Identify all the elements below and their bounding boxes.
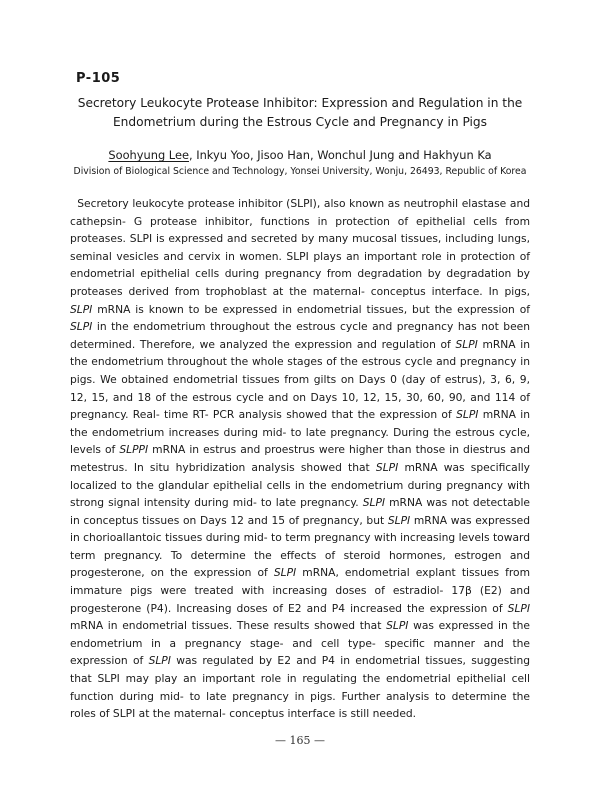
gene-name: SLPI: [148, 654, 171, 668]
gene-name: SLPI: [375, 460, 399, 474]
abstract-id: P-105: [76, 71, 121, 86]
gene-name: SLPI: [507, 601, 530, 615]
abstract-text-segment: mRNA is known to be expressed in endometrial tissues, but the expression of: [92, 302, 530, 316]
abstract-text-segment: mRNA in endometrial tissues. These results showed that: [70, 619, 387, 633]
abstract-text-segment: mRNA in estrus and proestrus were higher than those in diestrus and metestrus. In situ hybridization analysis showed that: [70, 443, 530, 474]
abstract-text-segment: mRNA, endometrial explant tissues from immature pigs were treated with increasing doses of estradiol- 17β (E2) and progesterone (P4). Increasing doses of E2 and P4 increased the expression of: [70, 566, 530, 615]
author-affiliation: Division of Biological Science and Technology, Yonsei University, Wonju, 26493, Republic of Korea: [73, 166, 527, 177]
abstract-body: [70, 195, 530, 723]
presenting-author: Soohyung Lee: [108, 148, 189, 162]
gene-name: SLPI: [70, 320, 93, 334]
abstract-text-segment: mRNA in the endometrium throughout the whole stages of the estrous cycle and pregnancy in pigs. We obtained endometrial tissues from gilts on Days 0 (day of estrus), 3, 6, 9, 12, 15, and 18 of the estrous cycle and on Days 10, 12, 15, 30, 60, 90, and 114 of pregnancy. Real- time RT- PCR analysis showed that the expression of: [70, 337, 530, 422]
gene-name: SLPPI: [119, 443, 149, 457]
co-authors: , Inkyu Yoo, Jisoo Han, Wonchul Jung and Hakhyun Ka: [188, 148, 492, 162]
abstract-text-segment: mRNA in the endometrium increases during mid- to late pregnancy. During the estrous cycle, levels of: [70, 408, 530, 457]
gene-name: SLPI: [455, 337, 478, 351]
abstract-text-segment: was expressed in the endometrium in a pregnancy stage- and cell type- specific manner and the expression of: [70, 619, 530, 668]
abstract-text-segment: mRNA was expressed in chorioallantoic tissues during mid- to term pregnancy with increasing levels toward term pregnancy. To determine the effects of steroid hormones, estrogen and progesterone, on the expression of: [70, 513, 531, 580]
page-number: — 165 —: [275, 734, 325, 747]
abstract-title: Secretory Leukocyte Protease Inhibitor: Expression and Regulation in the Endometrium during the Estrous Cycle and Pregnancy in Pigs: [77, 96, 523, 129]
gene-name: SLPI: [362, 496, 386, 510]
gene-name: SLPI: [70, 302, 93, 316]
abstract-text-segment: was regulated by E2 and P4 in endometrial tissues, suggesting that SLPI may play an important role in regulating the endometrial epithelial cell function during mid- to late pregnancy in pigs. Further analysis to determine the roles of SLPI at the maternal- conceptus interface is still needed.: [70, 654, 531, 721]
abstract-text-segment: in the endometrium throughout the estrous cycle and pregnancy has not been determined. Therefore, we analyzed the expression and regulation of: [70, 320, 530, 351]
gene-name: SLPI: [387, 513, 411, 527]
gene-name: SLPI: [273, 566, 297, 580]
author-list: [40, 147, 560, 163]
gene-name: SLPI: [456, 408, 479, 422]
abstract-text-segment: Secretory leukocyte protease inhibitor (SLPI), also known as neutrophil elastase and cathepsin- G protease inhibitor, functions in protection of epithelial cells from proteases. SLPI is expressed and secreted by many mucosal tissues, including lungs, seminal vesicles and cervix in women. SLPI plays an important role in protection of endometrial epithelial cells during pregnancy from degradation by degradation by proteases derived from trophoblast at the maternal- conceptus interface. In pigs,: [70, 197, 530, 298]
gene-name: SLPI: [386, 619, 409, 633]
abstract-text-segment: mRNA was specifically localized to the glandular epithelial cells in the endometrium during pregnancy with strong signal intensity during mid- to late pregnancy.: [70, 460, 530, 510]
abstract-text-segment: mRNA was not detectable in conceptus tissues on Days 12 and 15 of pregnancy, but: [70, 496, 530, 527]
